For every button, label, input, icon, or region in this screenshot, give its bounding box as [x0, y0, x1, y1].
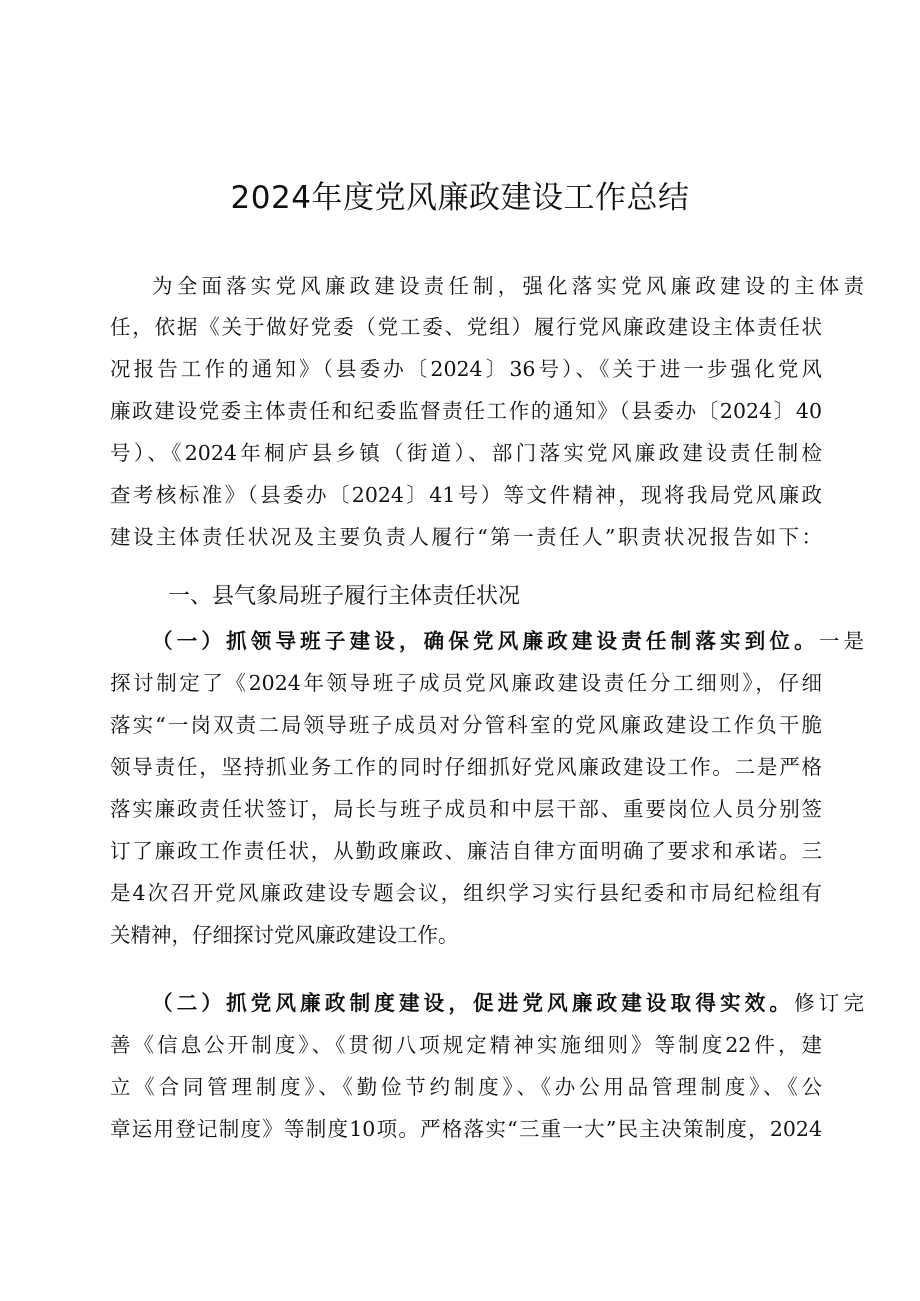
paragraph-first-line	[110, 623, 864, 659]
paragraph-line: 落实廉政责任状签订，局长与班子成员和中层干部、重要岗位人员分别签	[110, 797, 822, 821]
paragraph-line: 是4次召开党风廉政建设专题会议，组织学习实行县纪委和市局纪检组有	[110, 881, 822, 905]
intro-line: 建设主体责任状况及主要负责人履行“第一责任人”职责状况报告如下：	[110, 525, 822, 549]
section-heading: 一、县气象局班子履行主体责任状况	[168, 584, 521, 609]
paragraph-line: 订了廉政工作责任状，从勤政廉政、廉洁自律方面明确了要求和承诺。三	[110, 839, 822, 863]
paragraph-text: 一是	[818, 629, 865, 653]
paragraph-line: 探讨制定了《2024年领导班子成员党风廉政建设责任分工细则》，仔细	[110, 671, 822, 695]
intro-line: 为全面落实党风廉政建设责任制，强化落实党风廉政建设的主体责	[152, 274, 864, 298]
paragraph-line: 落实“一岗双责二局领导班子成员对分管科室的党风廉政建设工作负干脆	[110, 713, 822, 737]
paragraph-line: 善《信息公开制度》、《贯彻八项规定精神实施细则》等制度22件，建	[110, 1033, 822, 1057]
intro-line: 况报告工作的通知》（县委办〔2024〕36号）、《关于进一步强化党风	[110, 357, 822, 381]
paragraph-lead: （一）抓领导班子建设，确保党风廉政建设责任制落实到位。	[152, 629, 819, 653]
paragraph-line: 章运用登记制度》等制度10项。严格落实“三重一大”民主决策制度，2024	[110, 1117, 822, 1141]
paragraph-text: 修订完	[794, 991, 865, 1015]
intro-line: 号）、《2024年桐庐县乡镇（街道）、部门落实党风廉政建设责任制检	[110, 441, 822, 465]
paragraph-line: 关精神，仔细探讨党风廉政建设工作。	[110, 923, 459, 947]
intro-line: 查考核标准》（县委办〔2024〕41号）等文件精神，现将我局党风廉政	[110, 483, 822, 507]
document-title: 2024年度党风廉政建设工作总结	[230, 180, 690, 216]
intro-line: 任，依据《关于做好党委（党工委、党组）履行党风廉政建设主体责任状	[110, 315, 822, 339]
paragraph-first-line	[110, 985, 864, 1021]
paragraph-line: 领导责任，坚持抓业务工作的同时仔细抓好党风廉政建设工作。二是严格	[110, 755, 822, 779]
intro-line: 廉政建设党委主体责任和纪委监督责任工作的通知》（县委办〔2024〕40	[110, 399, 822, 423]
paragraph-lead: （二）抓党风廉政制度建设，促进党风廉政建设取得实效。	[152, 991, 795, 1015]
paragraph-line: 立《合同管理制度》、《勤俭节约制度》、《办公用品管理制度》、《公	[110, 1075, 822, 1099]
